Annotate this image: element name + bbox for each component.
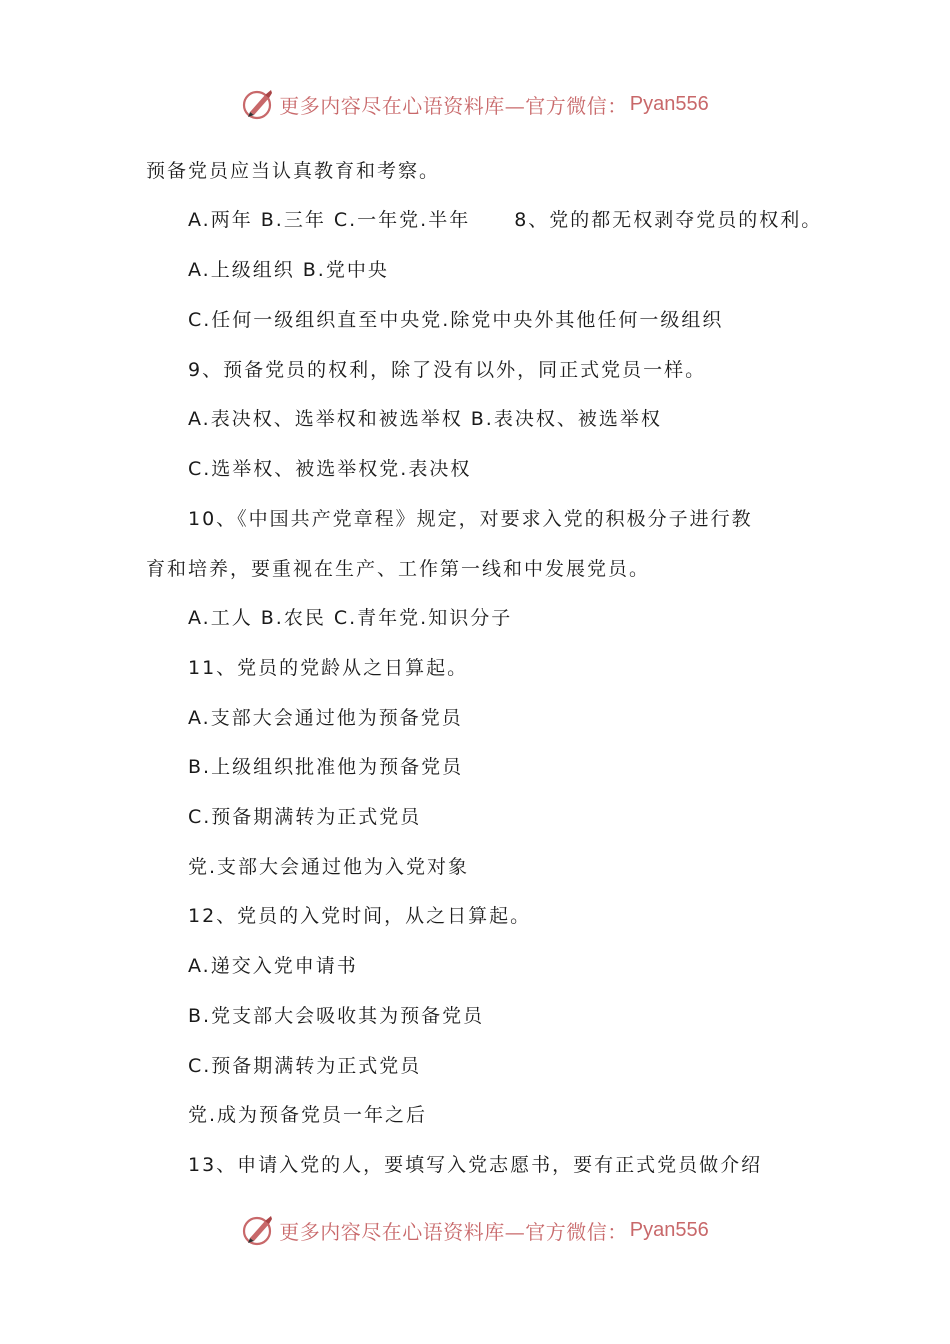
pen-logo-icon [241, 1213, 275, 1247]
text-line: 育和培养，要重视在生产、工作第一线和中发展党员。 [146, 558, 651, 580]
text-line: A.上级组织 B.党中央 [188, 259, 389, 281]
text-line: A.递交入党申请书 [188, 955, 358, 977]
text-line: A.工人 B.农民 C.青年党.知识分子 [188, 607, 513, 629]
footer-watermark [0, 1210, 950, 1250]
text-line: 10、《中国共产党章程》规定，对要求入党的积极分子进行教 [188, 508, 753, 530]
text-line: 党.支部大会通过他为入党对象 [188, 856, 470, 878]
text-line: B.上级组织批准他为预备党员 [188, 756, 464, 778]
watermark-text: 更多内容尽在心语资料库—官方微信： [279, 1219, 628, 1244]
watermark-handle: Pyan556 [629, 1218, 709, 1241]
text-line: 13、申请入党的人，要填写入党志愿书，要有正式党员做介绍 [188, 1154, 763, 1176]
question-8-stem: 8、党的都无权剥夺党员的权利。 [514, 209, 823, 231]
question-7-options: A.两年 B.三年 C.一年党.半年 [188, 209, 471, 231]
text-line: C.选举权、被选举权党.表决权 [188, 458, 472, 480]
text-line: C.任何一级组织直至中央党.除党中央外其他任何一级组织 [188, 309, 724, 331]
watermark-text: 更多内容尽在心语资料库—官方微信： [279, 93, 628, 118]
text-line: 11、党员的党龄从之日算起。 [188, 657, 469, 679]
text-line: B.党支部大会吸收其为预备党员 [188, 1005, 485, 1027]
text-line [188, 207, 822, 233]
pen-logo-icon [241, 87, 275, 121]
header-watermark [0, 84, 950, 124]
text-line: C.预备期满转为正式党员 [188, 806, 422, 828]
text-line: A.表决权、选举权和被选举权 B.表决权、被选举权 [188, 408, 662, 430]
text-line: 12、党员的入党时间，从之日算起。 [188, 905, 532, 927]
text-line: 预备党员应当认真教育和考察。 [146, 160, 441, 182]
text-line: A.支部大会通过他为预备党员 [188, 707, 463, 729]
watermark-handle: Pyan556 [629, 92, 709, 115]
text-line: C.预备期满转为正式党员 [188, 1055, 422, 1077]
text-line: 党.成为预备党员一年之后 [188, 1104, 428, 1126]
text-line: 9、预备党员的权利，除了没有以外，同正式党员一样。 [188, 359, 707, 381]
